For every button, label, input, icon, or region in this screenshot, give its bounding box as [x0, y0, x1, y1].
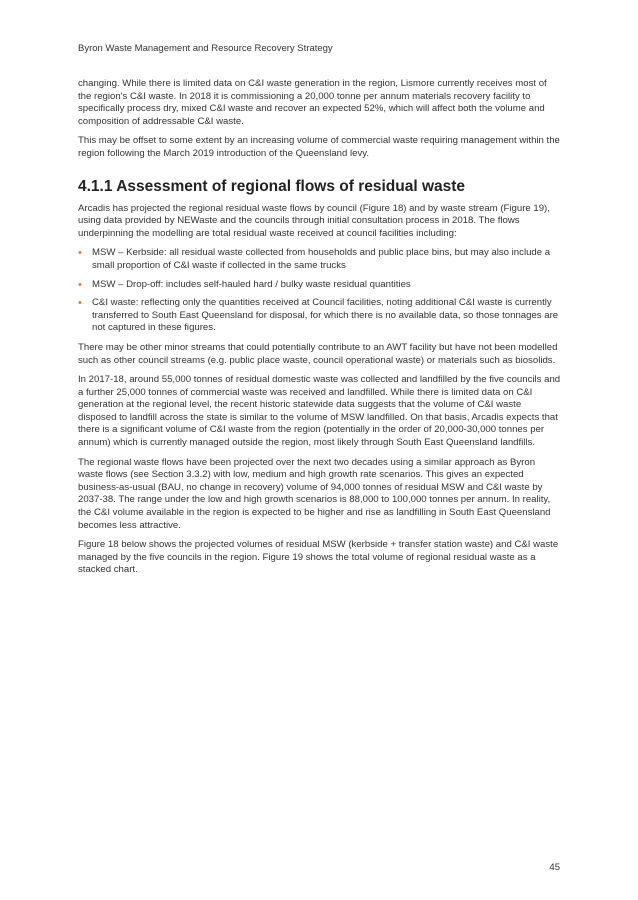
page-number: 45 — [549, 862, 560, 873]
intro-paragraph: changing. While there is limited data on C&I waste generation in the region, Lismore currently receives most of the region's C&I waste. In 2018 it is commissioning a 20,000 tonne per annum materials recovery facility to specifically process dry, mixed C&I waste and recover an expected 52%, which will affect both the volume and composition of addressable C&I waste. — [78, 78, 547, 127]
list-item — [78, 297, 562, 335]
running-header: Byron Waste Management and Resource Recovery Strategy — [78, 43, 333, 54]
list-item — [78, 247, 562, 272]
list-item-text: MSW – Kerbside: all residual waste collected from households and public place bins, but may also include a small proportion of C&I waste if collected in the same trucks — [92, 247, 551, 271]
list-item — [78, 279, 562, 292]
list-item-text: MSW – Drop-off: includes self-hauled hard / bulky waste residual quantities — [92, 278, 411, 290]
body-paragraph: In 2017-18, around 55,000 tonnes of residual domestic waste was collected and landfilled by the five councils and a further 25,000 tonnes of commercial waste was received and landfilled. While there is limited data on C&I generation at the regional level, the recent historic statewide data suggests that the volume of C&I waste disposed to landfill across the state is similar to the volume of MSW landfilled. On that basis, Arcadis expects that there is a significant volume of C&I waste from the region (potentially in the order of 20,000-30,000 tonnes per annum) which is currently managed outside the region, most likely through South East Queensland landfills. — [78, 374, 561, 449]
bullet-icon: • — [78, 247, 82, 260]
list-item-text: C&I waste: reflecting only the quantities received at Council facilities, noting additional C&I waste is currently transferred to South East Queensland for disposal, for which there is no available data, so those tonnages are not captured in these figures. — [92, 297, 559, 334]
body-paragraph: Figure 18 below shows the projected volumes of residual MSW (kerbside + transfer station waste) and C&I waste managed by the five councils in the region. Figure 19 shows the total volume of regional residual waste as a stacked chart. — [78, 539, 559, 576]
section-heading: 4.1.1 Assessment of regional flows of residual waste — [78, 177, 466, 195]
page-content — [78, 78, 562, 584]
body-paragraph: The regional waste flows have been projected over the next two decades using a similar approach as Byron waste flows (see Section 3.3.2) with low, medium and high growth rate scenarios. This gives an expected business-as-usual (BAU, no change in recovery) volume of 94,000 tonnes of residual MSW and C&I waste by 2037-38. The range under the low and high growth scenarios is 88,000 to 100,000 tonnes per annum. In reality, the C&I volume available in the region is expected to be higher and rise as landfilling in South East Queensland becomes less attractive. — [78, 456, 551, 531]
body-paragraph: There may be other minor streams that could potentially contribute to an AWT facility but have not been modelled such as other council streams (e.g. public place waste, council operational waste) or materials such as biosolids. — [78, 341, 558, 366]
bullet-icon: • — [78, 278, 82, 291]
section-lead-paragraph: Arcadis has projected the regional residual waste flows by council (Figure 18) and by waste stream (Figure 19), using data provided by NEWaste and the councils through initial consultation process in 2018. The flows underpinning the modelling are total residual waste received at council facilities including: — [78, 202, 550, 239]
waste-stream-list — [78, 247, 562, 335]
bullet-icon: • — [78, 297, 82, 310]
intro-paragraph: This may be offset to some extent by an increasing volume of commercial waste requiring management within the region following the March 2019 introduction of the Queensland levy. — [78, 135, 560, 159]
